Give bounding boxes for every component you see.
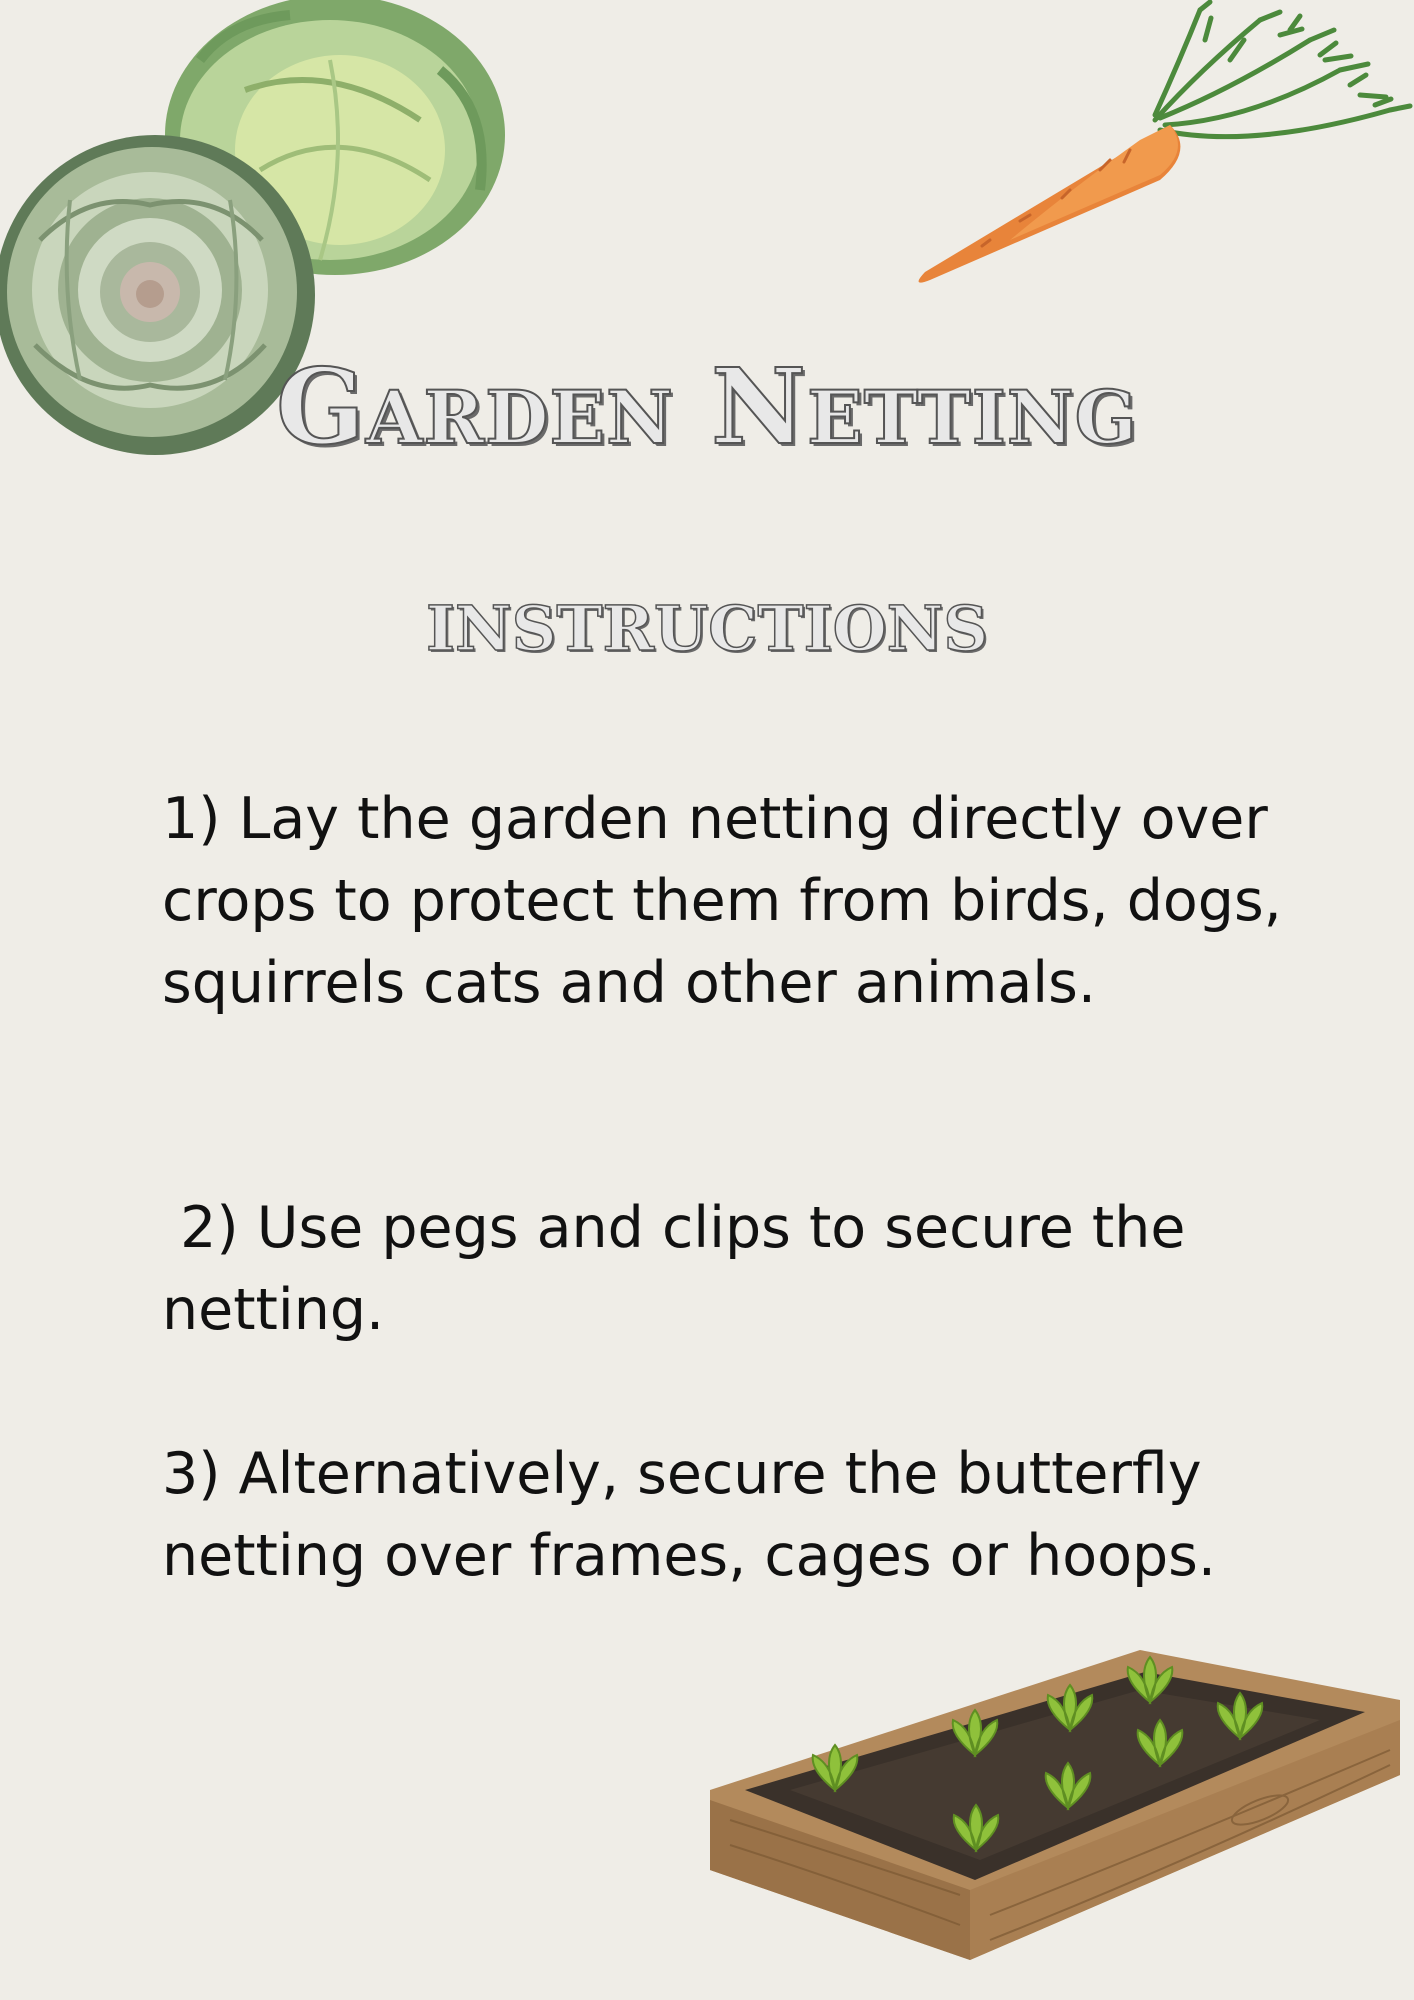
carrot-icon: [870, 0, 1414, 290]
instruction-step-3: 3) Alternatively, secure the butterfly netting over frames, cages or hoops.: [162, 1441, 1216, 1589]
instruction-step-1: 1) Lay the garden netting directly over crops to protect them from birds, dogs, squirrels cats and other animals.: [162, 786, 1282, 1016]
instructions-heading: INSTRUCTIONS: [425, 592, 989, 665]
instruction-step-2: 2) Use pegs and clips to secure the netting.: [162, 1195, 1204, 1343]
page-title: Garden Netting: [276, 345, 1138, 468]
raised-garden-bed-icon: [700, 1640, 1414, 1970]
